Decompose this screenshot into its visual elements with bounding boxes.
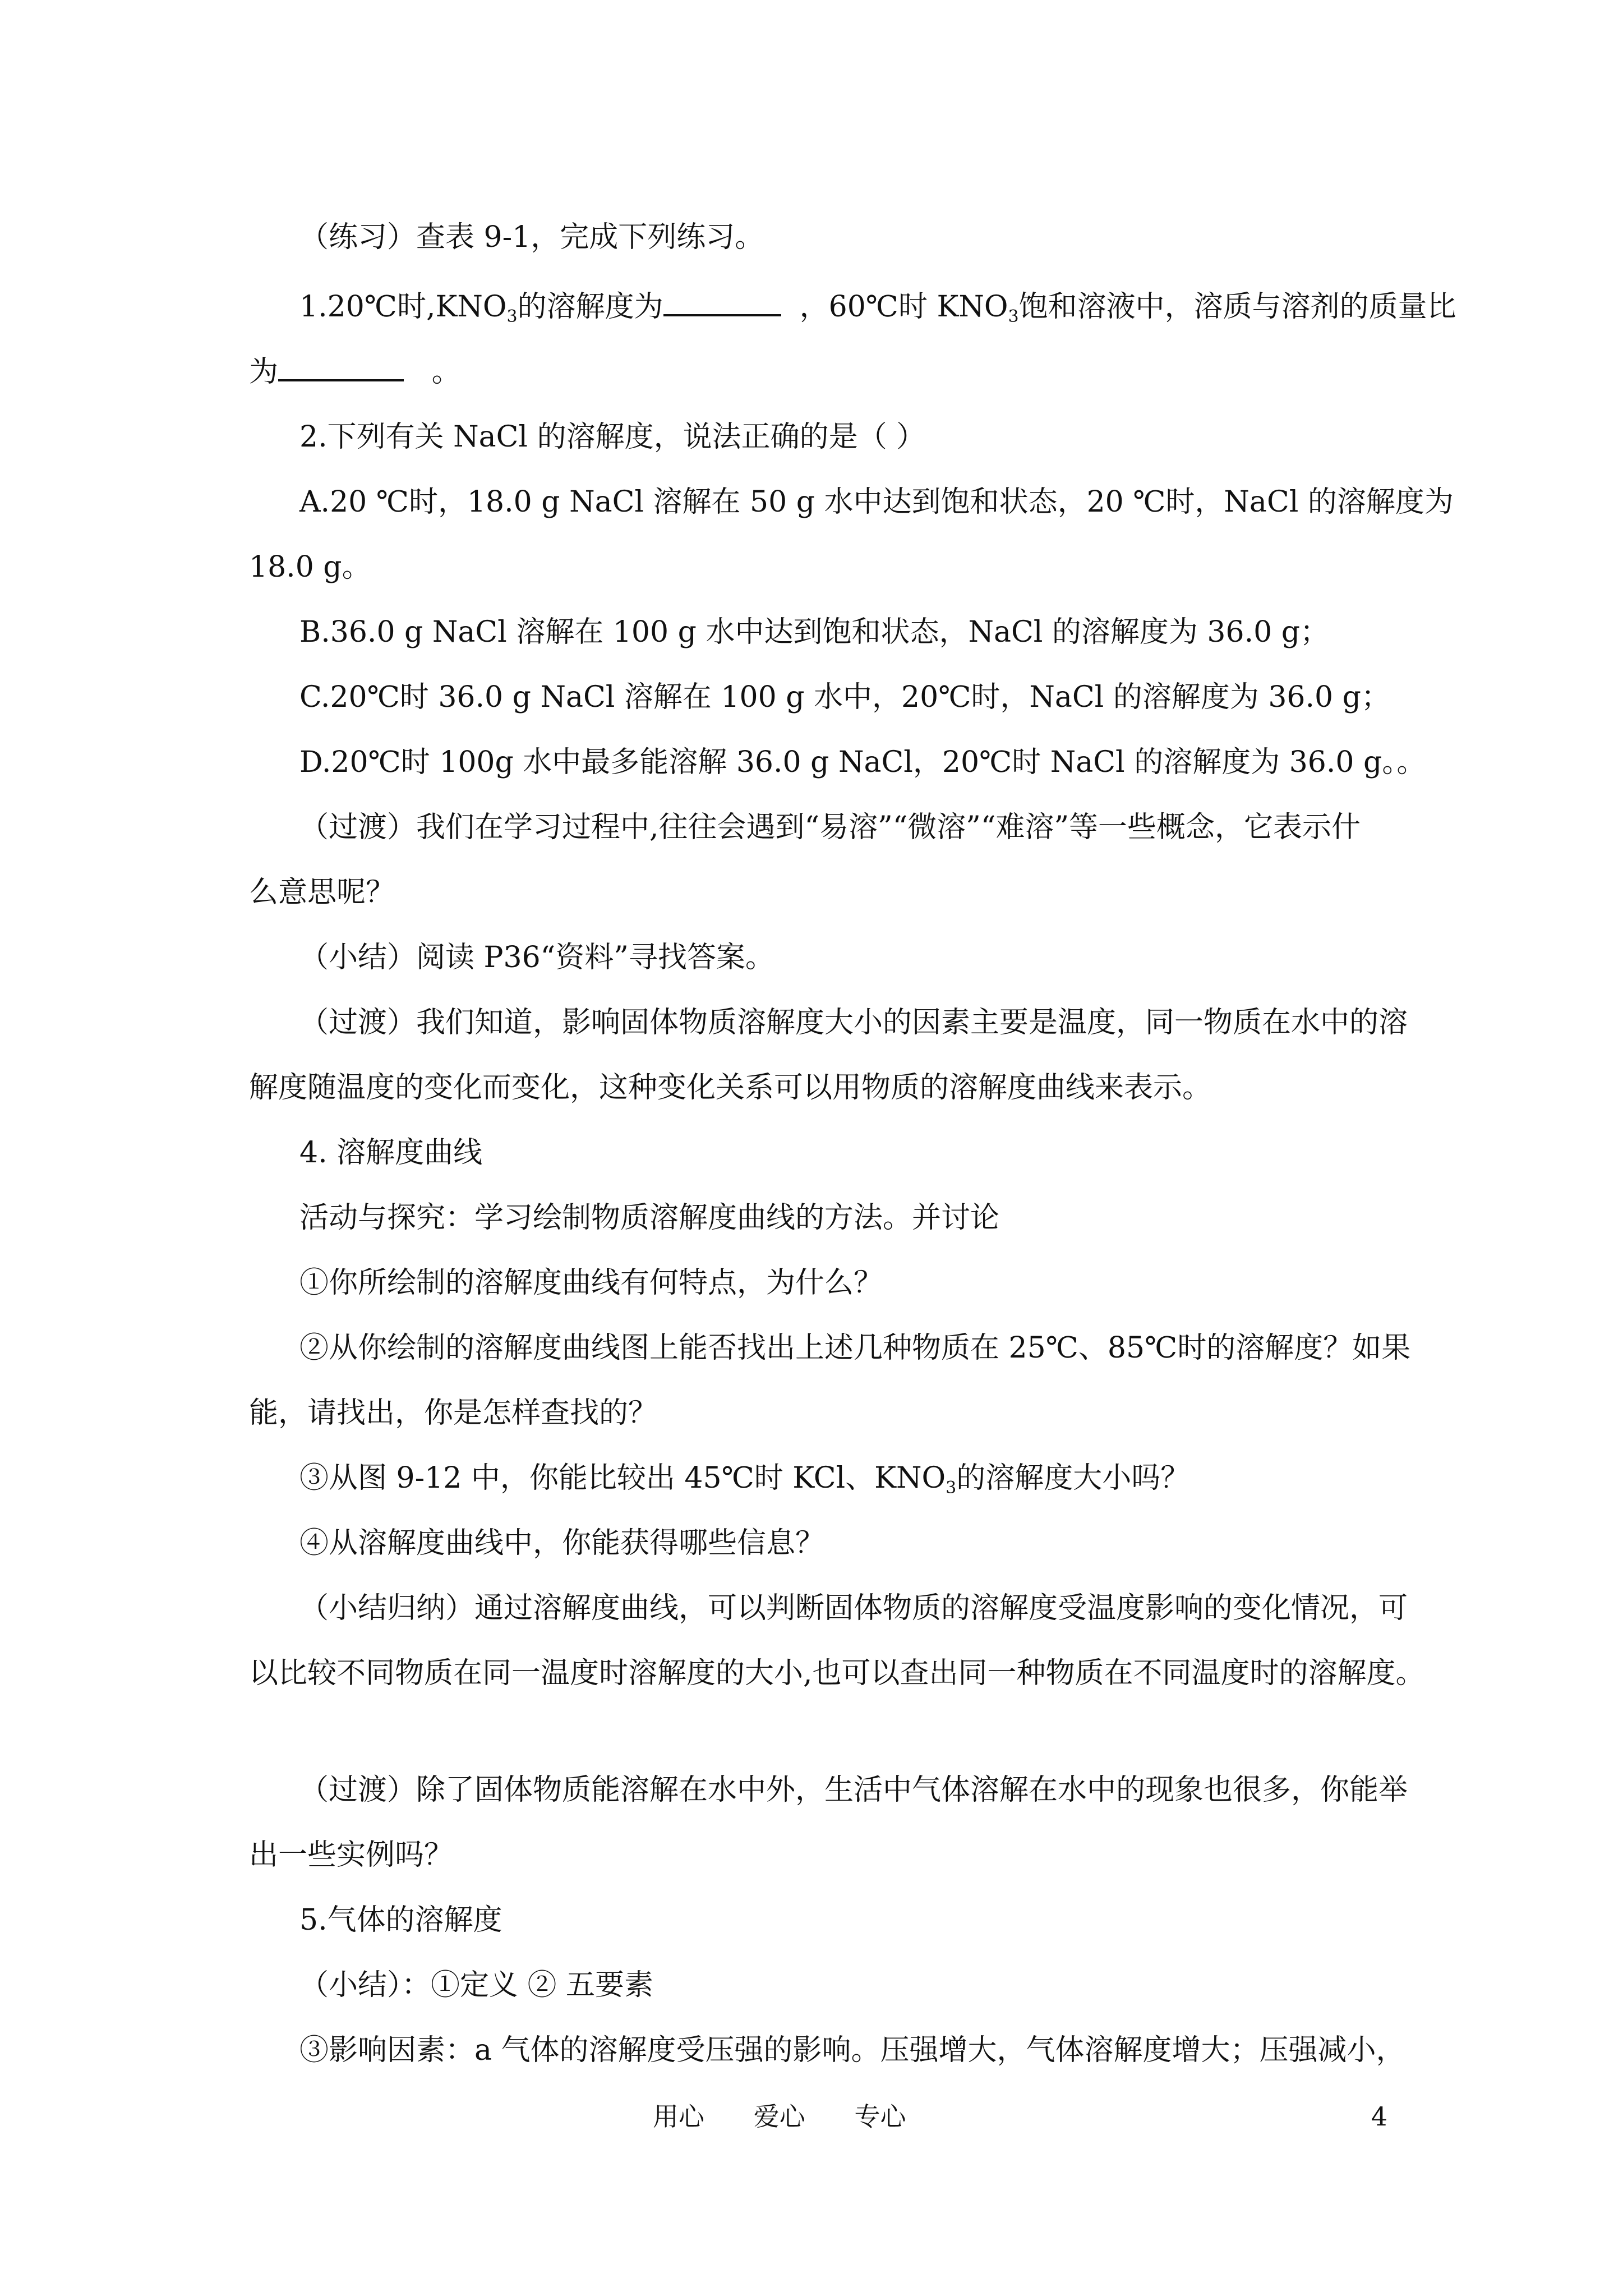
transition-3-line-2: 出一些实例吗？	[249, 1838, 454, 1872]
option-c: C.20℃时 36.0 g NaCl 溶解在 100 g 水中，20℃时，NaCl 的溶解度为 36.0 g；	[299, 680, 1390, 714]
question-2: 2.下列有关 NaCl 的溶解度，说法正确的是（ ）	[299, 420, 926, 454]
option-b: B.36.0 g NaCl 溶解在 100 g 水中达到饱和状态，NaCl 的溶解度为 36.0 g；	[299, 615, 1330, 649]
conclusion-line-2: 以比较不同物质在同一温度时溶解度的大小,也可以查出同一种物质在不同温度时的溶解度。	[249, 1657, 1425, 1690]
page-number: 4	[1371, 2101, 1387, 2132]
footer-motto: 用心 爱心 专心	[653, 2101, 906, 2132]
transition-2-line-2: 解度随温度的变化而变化，这种变化关系可以用物质的溶解度曲线来表示。	[249, 1071, 1212, 1105]
question-1-line-2: 为 。	[249, 352, 1387, 392]
activity-intro: 活动与探究：学习绘制物质溶解度曲线的方法。并讨论	[299, 1201, 1000, 1235]
option-d: D.20℃时 100g 水中最多能溶解 36.0 g NaCl，20℃时 NaCl 的溶解度为 36.0 g。。	[299, 746, 1426, 779]
question-1-line-1: 1.20℃时$,KNO_3$的溶解度为 ，60℃时 $KNO_3$饱和溶液中，溶质与溶剂的质量比	[299, 287, 1387, 337]
transition-1-line-1: （过渡）我们在学习过程中,往往会遇到“易溶”“微溶”“难溶”等一些概念，它表示什	[299, 811, 1361, 844]
transition-2-line-1: （过渡）我们知道，影响固体物质溶解度大小的因素主要是温度，同一物质在水中的溶	[299, 1006, 1408, 1039]
answer-blank-2[interactable]	[278, 352, 404, 381]
option-a-line-2: 18.0 g。	[249, 550, 371, 584]
transition-3-line-1: （过渡）除了固体物质能溶解在水中外，生活中气体溶解在水中的现象也很多，你能举	[299, 1773, 1408, 1807]
summary-2: （小结）：①定义 ② 五要素	[299, 1968, 654, 2002]
discussion-item-1: ①你所绘制的溶解度曲线有何特点，为什么？	[299, 1266, 883, 1300]
option-a-line-1: A.20 ℃时，18.0 g NaCl 溶解在 50 g 水中达到饱和状态，20 ℃时，NaCl 的溶解度为	[299, 485, 1454, 519]
answer-blank-1[interactable]	[663, 287, 781, 316]
discussion-item-3: ③从图 9-12 中，你能比较出 45℃时 KCl、$KNO_3$的溶解度大小吗？	[299, 1461, 1190, 1498]
exercise-heading: （练习）查表 9-1，完成下列练习。	[299, 220, 764, 254]
transition-1-line-2: 么意思呢？	[249, 876, 395, 909]
section-4-heading: 4. 溶解度曲线	[299, 1136, 483, 1170]
discussion-item-4: ④从溶解度曲线中，你能获得哪些信息？	[299, 1526, 825, 1560]
section-5-heading: 5.气体的溶解度	[299, 1903, 502, 1937]
influence-factors: ③影响因素：a 气体的溶解度受压强的影响。压强增大，气体溶解度增大；压强减小，	[299, 2033, 1405, 2067]
conclusion-line-1: （小结归纳）通过溶解度曲线，可以判断固体物质的溶解度受温度影响的变化情况，可	[299, 1591, 1408, 1625]
discussion-item-2-line-1: ②从你绘制的溶解度曲线图上能否找出上述几种物质在 25℃、85℃时的溶解度？如果	[299, 1331, 1411, 1365]
discussion-item-2-line-2: 能，请找出，你是怎样查找的？	[249, 1396, 658, 1430]
summary-1: （小结）阅读 P36“资料”寻找答案。	[299, 941, 774, 974]
